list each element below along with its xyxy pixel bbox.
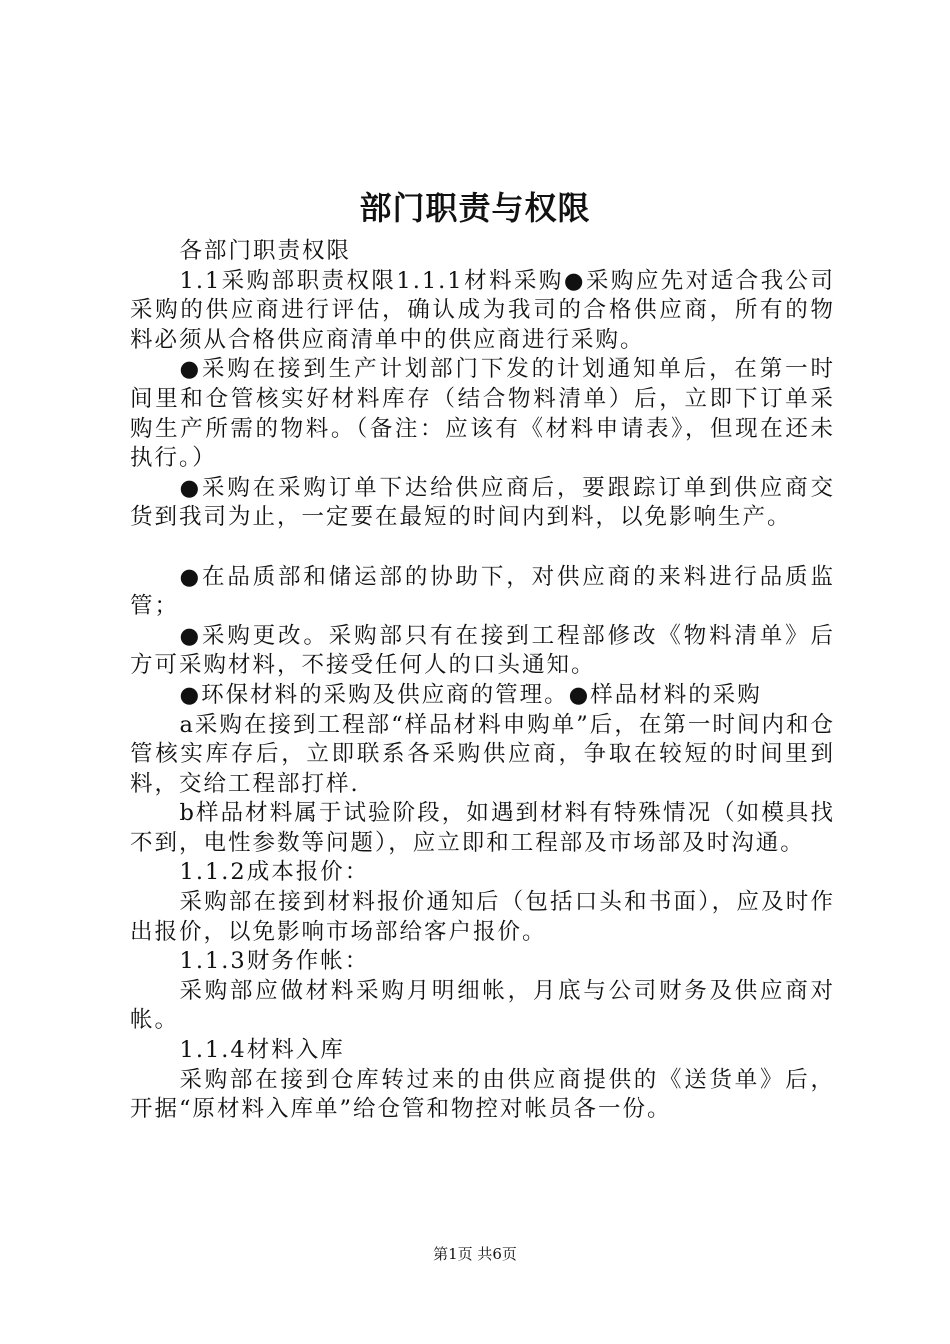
document-body [130, 237, 835, 1125]
page-footer: 第1页 共6页 [433, 1245, 517, 1263]
paragraph-section-heading: 各部门职责权限 [179, 238, 352, 264]
paragraph-quality-supervision: ●在品质部和储运部的协助下，对供应商的来料进行品质监管； [130, 563, 835, 620]
paragraph-sample-a: a采购在接到工程部“样品材料申购单”后，在第一时间内和仓管核实库存后，立即联系各采购供应商，争取在较短的时间里到料，交给工程部打样. [130, 711, 835, 797]
paragraph-production-plan: ●采购在接到生产计划部门下发的计划通知单后，在第一时间里和仓管核实好材料库存（结合物料清单）后，立即下订单采购生产所需的物料。（备注：应该有《材料申请表》，但现在还未执行。） [130, 356, 835, 472]
paragraph-heading-warehouse: 1.1.4材料入库 [179, 1037, 345, 1064]
page-title: 部门职责与权限 [359, 189, 591, 227]
paragraph-cost-quote: 采购部在接到材料报价通知后（包括口头和书面），应及时作出报价，以免影响市场部给客户报价。 [130, 889, 835, 945]
paragraph-heading-cost: 1.1.2成本报价： [179, 859, 370, 886]
paragraph-order-tracking: ●采购在采购订单下达给供应商后，要跟踪订单到供应商交货到我司为止，一定要在最短的时间内到料，以免影响生产。 [130, 474, 835, 531]
paragraph-procurement-intro: 1.1采购部职责权限1.1.1材料采购●采购应先对适合我公司采购的供应商进行评估，确认成为我司的合格供应商，所有的物料必须从合格供应商清单中的供应商进行采购。 [130, 267, 835, 353]
paragraph-warehouse-entry: 采购部在接到仓库转过来的由供应商提供的《送货单》后，开据“原材料入库单”给仓管和物控对帐员各一份。 [130, 1066, 835, 1123]
paragraph-finance-accounts: 采购部应做材料采购月明细帐，月底与公司财务及供应商对帐。 [130, 977, 835, 1034]
paragraph-purchase-change: ●采购更改。采购部只有在接到工程部修改《物料清单》后方可采购材料，不接受任何人的口头通知。 [130, 622, 835, 679]
paragraph-sample-b: b样品材料属于试验阶段，如遇到材料有特殊情况（如模具找不到，电性参数等问题），应立即和工程部及市场部及时沟通。 [130, 800, 835, 856]
paragraph-heading-finance: 1.1.3财务作帐： [179, 948, 370, 975]
paragraph-eco-materials: ●环保材料的采购及供应商的管理。●样品材料的采购 [179, 681, 762, 708]
